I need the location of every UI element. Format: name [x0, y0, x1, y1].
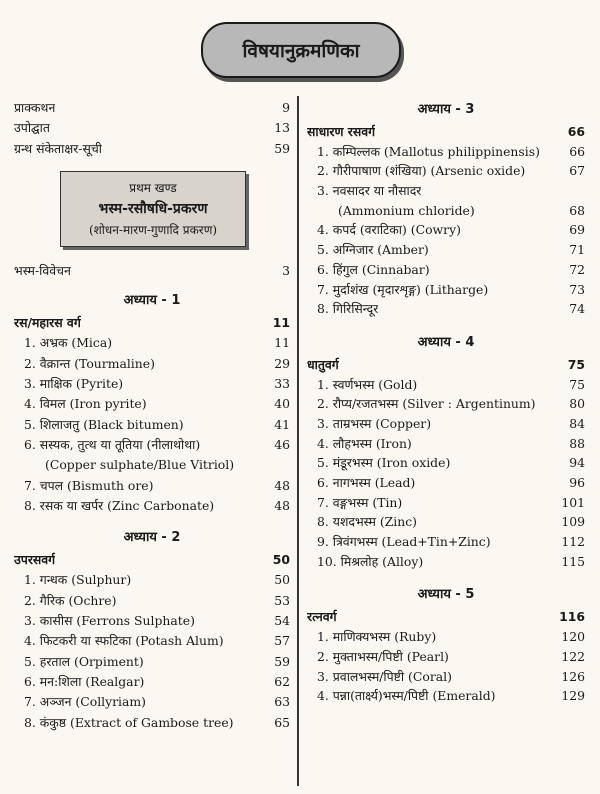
toc-entry[interactable] — [14, 496, 290, 516]
entry-label: 5. मंडूरभस्म (Iron oxide) — [317, 455, 451, 471]
toc-entry[interactable] — [307, 532, 585, 552]
entry-page: 68 — [569, 202, 585, 218]
entry-label: 4. लौहभस्म (Iron) — [317, 435, 412, 451]
entry-page: 11 — [274, 335, 290, 351]
entry-label: 4. पन्ना(तार्क्ष्य)भस्म/पिष्टी (Emerald) — [317, 688, 496, 704]
category-entry[interactable] — [307, 122, 585, 142]
category-label: रस/महारस वर्ग — [14, 315, 81, 331]
toc-entry[interactable] — [14, 374, 290, 394]
category-entry[interactable] — [14, 313, 290, 333]
entry-label: 2. गौरीपाषाण (शंखिया) (Arsenic oxide) — [317, 163, 526, 179]
toc-entry[interactable] — [307, 260, 585, 280]
entry-page: 48 — [274, 497, 290, 513]
entry-label: (Ammonium chloride) — [338, 202, 475, 218]
entry-label: 4. कपर्द (वराटिका) (Cowry) — [317, 222, 461, 238]
entry-label: 8. यशदभस्म (Zinc) — [317, 514, 417, 530]
toc-entry[interactable] — [14, 394, 290, 414]
entry-label: 3. नवसादर या नौसादर — [317, 183, 422, 199]
entry-label: 7. अञ्जन (Collyriam) — [24, 694, 146, 710]
toc-entry[interactable] — [307, 512, 585, 532]
category-page: 11 — [272, 315, 290, 331]
entry-page: 84 — [569, 415, 585, 431]
toc-entry[interactable] — [307, 493, 585, 513]
chapter-heading: अध्याय - 5 — [417, 587, 475, 603]
entry-label: 6. हिंगुल (Cinnabar) — [317, 261, 430, 277]
category-label: रत्नवर्ग — [307, 609, 337, 625]
entry-page: 80 — [569, 396, 585, 412]
toc-entry-continued[interactable] — [14, 455, 290, 475]
entry-page: 48 — [274, 477, 290, 493]
entry-page: 62 — [274, 673, 290, 689]
entry-label: 3. ताम्रभस्म (Copper) — [317, 415, 432, 431]
entry-label: 3. कासीस (Ferrons Sulphate) — [24, 613, 195, 629]
toc-entry[interactable] — [14, 476, 290, 496]
chapter-heading: अध्याय - 2 — [123, 530, 181, 546]
entry-page: 59 — [274, 140, 290, 156]
entry-label: उपोद्घात — [14, 120, 50, 136]
entry-page: 29 — [274, 355, 290, 371]
entry-label: 2. मुक्ताभस्म/पिष्टी (Pearl) — [317, 648, 449, 664]
right-column — [307, 98, 585, 706]
entry-label: 6. नागभस्म (Lead) — [317, 475, 416, 490]
toc-entry[interactable] — [14, 672, 290, 692]
entry-label: 2. वैक्रान्त (Tourmaline) — [24, 355, 155, 371]
entry-page: 65 — [274, 714, 290, 730]
entry-page: 69 — [569, 222, 585, 238]
toc-entry[interactable] — [307, 375, 585, 395]
entry-label: 5. शिलाजतु (Black bitumen) — [24, 416, 184, 432]
entry-label: 2. रौप्य/रजतभस्म (Silver : Argentinum) — [317, 396, 536, 412]
entry-page: 66 — [569, 143, 585, 159]
toc-entry[interactable] — [307, 280, 585, 300]
entry-page: 40 — [274, 396, 290, 412]
entry-label: 3. प्रवालभस्म/पिष्टी (Coral) — [317, 668, 452, 684]
category-page: 50 — [272, 552, 290, 568]
part-title: भस्म-रसौषधि-प्रकरण — [98, 200, 208, 217]
entry-label: 2. गैरिक (Ochre) — [24, 592, 117, 608]
category-page: 116 — [559, 609, 585, 625]
entry-page: 101 — [561, 494, 585, 510]
toc-entry-continued[interactable] — [307, 201, 585, 221]
entry-page: 67 — [569, 163, 585, 179]
toc-entry[interactable] — [14, 354, 290, 374]
entry-page: 72 — [569, 261, 585, 277]
category-label: साधारण रसवर्ग — [307, 124, 376, 139]
entry-page: 109 — [561, 514, 585, 530]
entry-page: 33 — [274, 376, 290, 392]
part-box — [60, 171, 246, 247]
category-label: उपरसवर्ग — [14, 552, 56, 568]
toc-entry[interactable] — [14, 333, 290, 353]
entry-page: 88 — [569, 435, 585, 451]
toc-entry[interactable] — [14, 692, 290, 712]
toc-entry[interactable] — [14, 118, 290, 138]
toc-entry[interactable] — [307, 686, 585, 706]
entry-label: 4. विमल (Iron pyrite) — [24, 396, 147, 412]
entry-page: 41 — [274, 416, 290, 432]
entry-page: 63 — [274, 694, 290, 710]
entry-page: 3 — [282, 262, 290, 278]
entry-page: 129 — [561, 688, 585, 704]
entry-label: 1. कम्पिल्लक (Mallotus philippinensis) — [317, 143, 540, 159]
entry-page: 126 — [561, 668, 585, 684]
entry-label: 8. कंकुष्ठ (Extract of Gambose tree) — [24, 714, 234, 730]
entry-page: 96 — [569, 475, 585, 490]
entry-page: 74 — [569, 301, 585, 317]
toc-entry[interactable] — [307, 552, 585, 572]
toc-entry[interactable] — [14, 611, 290, 631]
entry-label: 9. त्रिवंगभस्म (Lead+Tin+Zinc) — [317, 534, 491, 550]
entry-label: ग्रन्थ संकेताक्षर-सूची — [14, 140, 102, 156]
toc-entry[interactable] — [14, 261, 290, 281]
toc-entry[interactable] — [307, 394, 585, 414]
entry-label: 8. रसक या खर्पर (Zinc Carbonate) — [24, 497, 215, 513]
toc-entry[interactable] — [307, 453, 585, 473]
entry-label: 7. मुर्दाशंख (मृदारशृङ्ग) (Litharge) — [317, 281, 489, 297]
entry-label: 7. चपल (Bismuth ore) — [24, 477, 154, 493]
category-entry[interactable] — [14, 550, 290, 570]
toc-entry[interactable] — [307, 627, 585, 647]
category-label: धातुवर्ग — [307, 356, 339, 372]
entry-page: 13 — [274, 120, 290, 136]
toc-entry[interactable] — [14, 591, 290, 611]
toc-entry[interactable] — [14, 713, 290, 733]
toc-entry[interactable] — [307, 414, 585, 434]
toc-entry[interactable] — [307, 240, 585, 260]
entry-page: 71 — [569, 242, 585, 258]
entry-page: 53 — [274, 592, 290, 608]
entry-label: 6. मन:शिला (Realgar) — [24, 673, 145, 689]
entry-label: भस्म-विवेचन — [14, 262, 71, 278]
toc-entry[interactable] — [307, 161, 585, 181]
toc-entry[interactable] — [307, 647, 585, 667]
column-divider — [297, 96, 299, 786]
category-page: 66 — [567, 124, 585, 139]
entry-page: 112 — [561, 534, 585, 550]
category-entry[interactable] — [307, 355, 585, 375]
entry-page: 120 — [561, 629, 585, 645]
toc-entry[interactable] — [307, 142, 585, 162]
entry-page: 73 — [569, 281, 585, 297]
entry-label: 1. माणिक्यभस्म (Ruby) — [317, 629, 437, 645]
category-entry[interactable] — [307, 607, 585, 627]
toc-entry[interactable] — [307, 299, 585, 319]
entry-page: 54 — [274, 613, 290, 629]
toc-entry[interactable] — [307, 434, 585, 454]
entry-page: 115 — [561, 553, 585, 569]
entry-label: 7. वङ्गभस्म (Tin) — [317, 494, 403, 510]
chapter-heading: अध्याय - 1 — [123, 293, 181, 309]
entry-label: 6. सस्यक, तुत्थ या तूतिया (नीलाथोथा) — [24, 436, 201, 452]
entry-page: 9 — [282, 100, 290, 115]
entry-label: 4. फिटकरी या स्फटिका (Potash Alum) — [24, 633, 224, 649]
entry-label: 1. अभ्रक (Mica) — [24, 335, 113, 351]
entry-page: 46 — [274, 436, 290, 452]
toc-entry[interactable] — [307, 220, 585, 240]
entry-label: 1. स्वर्णभस्म (Gold) — [317, 376, 418, 392]
toc-entry[interactable] — [14, 415, 290, 435]
toc-entry[interactable] — [307, 473, 585, 493]
toc-entry[interactable] — [14, 570, 290, 590]
entry-page: 94 — [569, 455, 585, 471]
entry-label: (Copper sulphate/Blue Vitriol) — [45, 457, 235, 473]
entry-page: 122 — [561, 648, 585, 664]
entry-page: 50 — [274, 572, 290, 588]
entry-label: 5. अग्निजार (Amber) — [317, 242, 429, 258]
entry-label: 3. माक्षिक (Pyrite) — [24, 376, 124, 392]
part-subtitle: (शोधन-मारण-गुणादि प्रकरण) — [88, 222, 218, 237]
entry-page: 75 — [569, 376, 585, 392]
left-column — [14, 98, 290, 733]
toc-entry[interactable] — [307, 667, 585, 687]
chapter-heading: अध्याय - 3 — [417, 102, 475, 117]
toc-entry[interactable] — [14, 139, 290, 159]
toc-entry[interactable] — [307, 181, 585, 201]
entry-label: 8. गिरिसिन्दूर — [317, 301, 379, 317]
toc-entry[interactable] — [14, 652, 290, 672]
entry-label: प्राक्कथन — [14, 100, 56, 115]
part-label: प्रथम खण्ड — [129, 180, 177, 195]
toc-entry[interactable] — [14, 98, 290, 118]
chapter-heading: अध्याय - 4 — [417, 334, 475, 350]
category-page: 75 — [567, 356, 585, 372]
entry-page: 59 — [274, 653, 290, 669]
entry-label: 5. हरताल (Orpiment) — [24, 653, 144, 669]
entry-label: 10. मिश्रलोह (Alloy) — [317, 553, 424, 569]
entry-label: 1. गन्धक (Sulphur) — [24, 572, 132, 588]
toc-entry[interactable] — [14, 435, 290, 455]
page-title: विषयानुक्रमणिका — [201, 22, 401, 78]
entry-page: 57 — [274, 633, 290, 649]
toc-entry[interactable] — [14, 631, 290, 651]
